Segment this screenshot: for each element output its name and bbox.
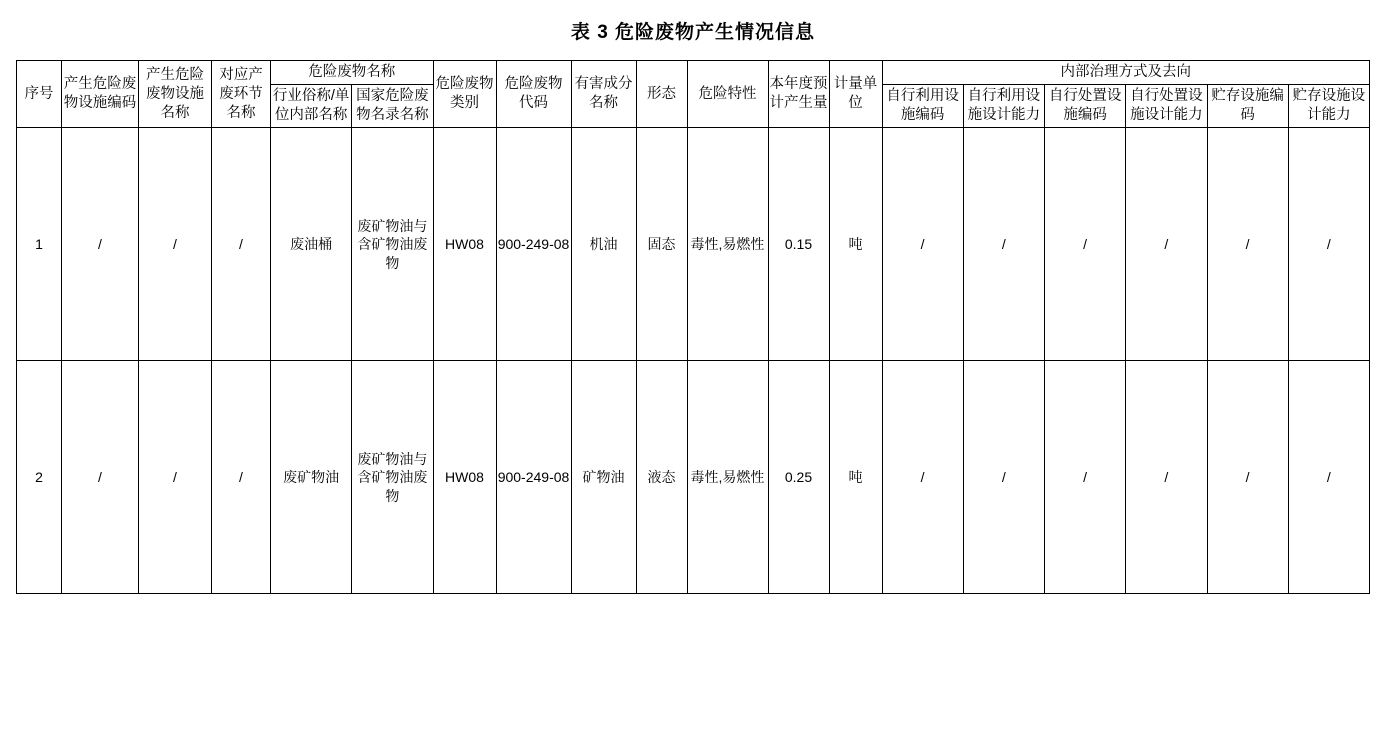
col-header-storage-code: 贮存设施编码 [1207, 85, 1288, 128]
col-header-harmful-component: 有害成分名称 [571, 61, 636, 128]
cell-hazard-property: 毒性,易燃性 [687, 128, 768, 361]
cell-annual-estimate: 0.25 [768, 361, 829, 594]
cell-unit: 吨 [829, 361, 882, 594]
cell-facility-code: / [62, 128, 139, 361]
table-body [17, 128, 1370, 594]
col-header-hazard-property: 危险特性 [687, 61, 768, 128]
col-header-form: 形态 [636, 61, 687, 128]
table-header-row-top [17, 61, 1370, 85]
col-header-seq: 序号 [17, 61, 62, 128]
col-header-facility-code: 产生危险废物设施编码 [62, 61, 139, 128]
cell-facility-code: / [62, 361, 139, 594]
cell-hazard-property: 毒性,易燃性 [687, 361, 768, 594]
cell-link-name: / [212, 128, 271, 361]
cell-harmful-component: 矿物油 [571, 361, 636, 594]
col-header-industry-name: 行业俗称/单位内部名称 [271, 85, 352, 128]
col-header-internal-group: 内部治理方式及去向 [882, 61, 1370, 85]
cell-facility-name: / [139, 361, 212, 594]
col-header-self-use-code: 自行利用设施编码 [882, 85, 963, 128]
col-header-storage-capacity: 贮存设施设计能力 [1288, 85, 1369, 128]
col-header-link-name: 对应产废环节名称 [212, 61, 271, 128]
cell-form: 液态 [636, 361, 687, 594]
cell-link-name: / [212, 361, 271, 594]
cell-self-disposal-code: / [1045, 361, 1126, 594]
cell-waste-code: 900-249-08 [496, 361, 571, 594]
cell-self-disposal-capacity: / [1126, 361, 1207, 594]
cell-seq: 2 [17, 361, 62, 594]
cell-unit: 吨 [829, 128, 882, 361]
col-header-facility-name: 产生危险废物设施名称 [139, 61, 212, 128]
cell-storage-capacity: / [1288, 128, 1369, 361]
page-title: 表 3 危险废物产生情况信息 [570, 22, 816, 43]
cell-waste-code: 900-249-08 [496, 128, 571, 361]
cell-catalog-name: 废矿物油与含矿物油废物 [352, 361, 433, 594]
cell-self-use-code: / [882, 361, 963, 594]
cell-catalog-name: 废矿物油与含矿物油废物 [352, 128, 433, 361]
cell-industry-name: 废矿物油 [271, 361, 352, 594]
cell-self-use-code: / [882, 128, 963, 361]
col-header-self-disposal-code: 自行处置设施编码 [1045, 85, 1126, 128]
col-header-catalog-name: 国家危险废物名录名称 [352, 85, 433, 128]
cell-annual-estimate: 0.15 [768, 128, 829, 361]
cell-waste-class: HW08 [433, 361, 496, 594]
col-header-self-disposal-capacity: 自行处置设施设计能力 [1126, 85, 1207, 128]
cell-self-use-capacity: / [963, 128, 1044, 361]
col-header-annual-estimate: 本年度预计产生量 [768, 61, 829, 128]
cell-form: 固态 [636, 128, 687, 361]
table-row [17, 361, 1370, 594]
cell-facility-name: / [139, 128, 212, 361]
col-header-unit: 计量单位 [829, 61, 882, 128]
table-header [17, 61, 1370, 128]
cell-storage-code: / [1207, 128, 1288, 361]
cell-self-use-capacity: / [963, 361, 1044, 594]
table-row [17, 128, 1370, 361]
cell-harmful-component: 机油 [571, 128, 636, 361]
hazardous-waste-table [16, 60, 1370, 594]
cell-waste-class: HW08 [433, 128, 496, 361]
cell-storage-code: / [1207, 361, 1288, 594]
col-header-waste-code: 危险废物代码 [496, 61, 571, 128]
cell-seq: 1 [17, 128, 62, 361]
col-header-self-use-capacity: 自行利用设施设计能力 [963, 85, 1044, 128]
col-header-waste-class: 危险废物类别 [433, 61, 496, 128]
cell-storage-capacity: / [1288, 361, 1369, 594]
col-header-waste-name-group: 危险废物名称 [271, 61, 434, 85]
cell-industry-name: 废油桶 [271, 128, 352, 361]
cell-self-disposal-capacity: / [1126, 128, 1207, 361]
cell-self-disposal-code: / [1045, 128, 1126, 361]
